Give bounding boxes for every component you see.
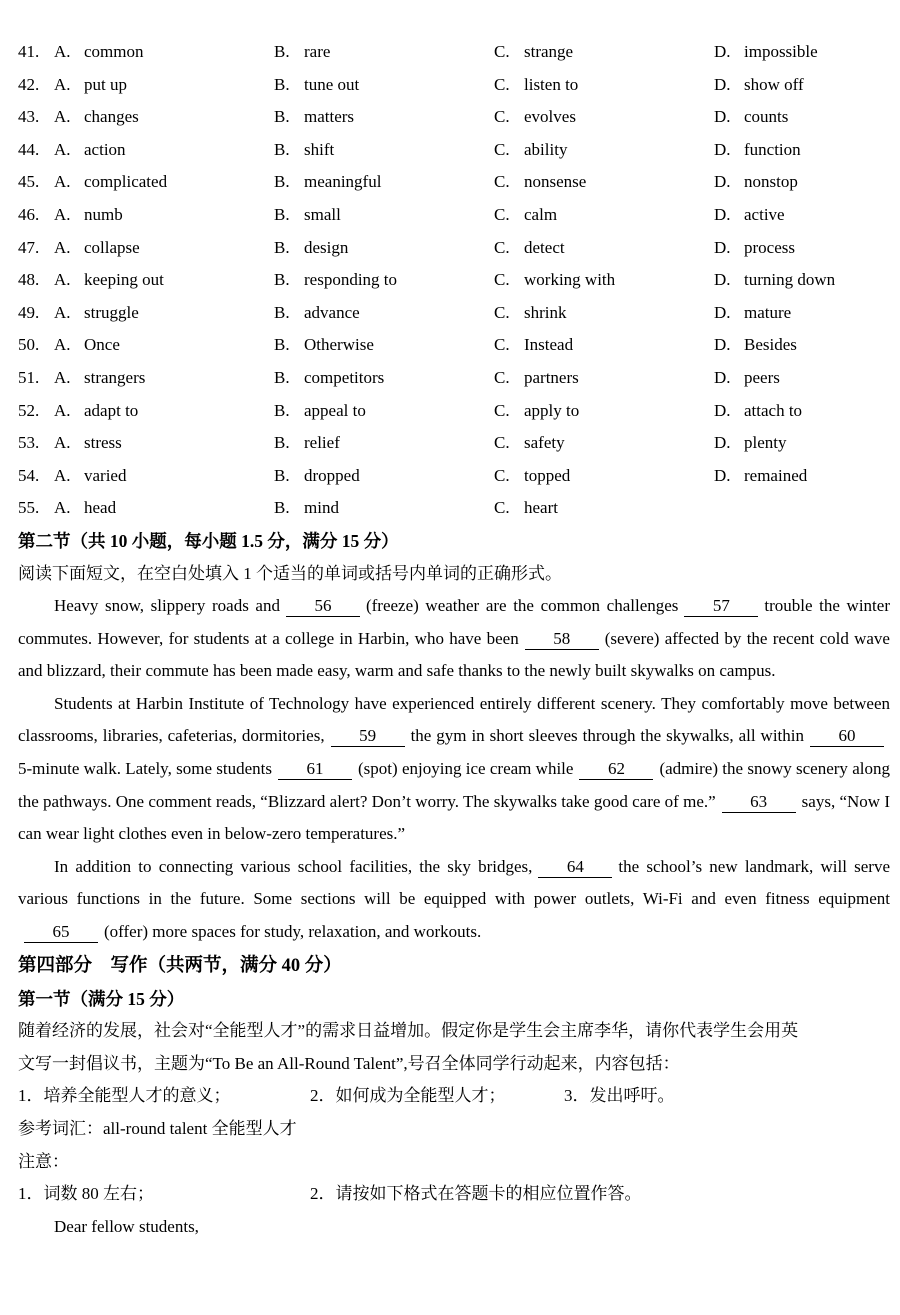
letter-salutation: Dear fellow students,	[54, 1216, 199, 1236]
option-d: D. process	[714, 237, 795, 257]
blank-65[interactable]: 65	[24, 922, 98, 943]
option-d: D. impossible	[714, 42, 818, 61]
option-c: C. listen to	[494, 74, 579, 94]
option-b: B. matters	[274, 107, 355, 127]
blank-58[interactable]: 58	[525, 629, 599, 650]
question-number: 49.	[18, 302, 40, 322]
option-b: B. Otherwise	[274, 335, 374, 355]
multiple-choice-list	[18, 36, 890, 525]
option-b: B. design	[274, 237, 349, 257]
option-b: B. mind	[274, 498, 339, 518]
blank-56[interactable]: 56	[286, 596, 360, 617]
option-a: A. struggle	[54, 302, 139, 322]
option-d: D. counts	[714, 107, 789, 127]
option-d: D. attach to	[714, 400, 803, 420]
option-b: B. tune out	[274, 74, 360, 94]
blank-61[interactable]: 61	[278, 759, 352, 780]
section2-heading: 第二节（共 10 小题，每小题 1.5 分，满分 15 分）	[18, 530, 399, 551]
question-row	[18, 460, 890, 493]
option-c: C. evolves	[494, 107, 576, 127]
option-b: B. small	[274, 204, 341, 224]
question-row	[18, 199, 890, 232]
question-number: 55.	[18, 498, 40, 518]
passage-paragraph-2: Students at Harbin Institute of Technology have experienced entirely different scenery. They comfortably move between classrooms, libraries, cafeterias, dormitories, 59 the gym in short sleeves through the skywalks, all within 605-minute walk. Lately, some students 61 (spot) enjoying ice cream while 62 (admire) the snowy scenery along the pathways. One comment reads, “Blizzard alert? Don’t worry. The skywalks take good care of me.” 63 says, “Now I can wear light clothes even in below-zero temperatures.”	[18, 693, 890, 844]
option-a: A. action	[54, 139, 126, 159]
blank-57[interactable]: 57	[684, 596, 758, 617]
note-2: 2．请按如下格式在答题卡的相应位置作答。	[310, 1184, 642, 1204]
question-number: 53.	[18, 433, 40, 453]
option-a: A. common	[54, 42, 144, 61]
option-c: C. partners	[494, 367, 579, 387]
blank-60[interactable]: 60	[810, 726, 884, 747]
option-b: B. advance	[274, 302, 360, 322]
requirement-2: 2．如何成为全能型人才；	[310, 1086, 506, 1106]
option-d: D. peers	[714, 367, 780, 387]
question-row	[18, 329, 890, 362]
option-c: C. working with	[494, 270, 616, 290]
option-d: D. nonstop	[714, 172, 798, 192]
option-c: C. ability	[494, 139, 568, 159]
question-row	[18, 297, 890, 330]
question-row	[18, 101, 890, 134]
option-b: B. competitors	[274, 367, 385, 387]
option-b: B. meaningful	[274, 172, 382, 192]
question-row	[18, 134, 890, 167]
blank-62[interactable]: 62	[579, 759, 653, 780]
option-a: A. varied	[54, 465, 127, 485]
question-number: 48.	[18, 270, 40, 290]
option-c: C. heart	[494, 498, 558, 518]
option-c: C. calm	[494, 204, 558, 224]
option-a: A. changes	[54, 107, 139, 127]
question-number: 46.	[18, 204, 40, 224]
option-d: D. show off	[714, 74, 804, 94]
option-b: B. rare	[274, 42, 331, 61]
option-a: A. numb	[54, 204, 123, 224]
question-row	[18, 166, 890, 199]
option-b: B. dropped	[274, 465, 360, 485]
option-d: D. plenty	[714, 433, 787, 453]
option-b: B. responding to	[274, 270, 398, 290]
option-a: A. stress	[54, 433, 122, 453]
question-number: 54.	[18, 465, 40, 485]
option-c: C. nonsense	[494, 172, 587, 192]
writing-requirements	[18, 1080, 890, 1113]
question-number: 50.	[18, 335, 40, 355]
question-number: 43.	[18, 107, 40, 127]
option-c: C. apply to	[494, 400, 580, 420]
question-number: 45.	[18, 172, 40, 192]
requirement-1: 1．培养全能型人才的意义；	[18, 1086, 231, 1106]
section2-instruction: 阅读下面短文，在空白处填入 1 个适当的单词或括号内单词的正确形式。	[18, 563, 562, 583]
option-d: D. active	[714, 204, 785, 224]
note-1: 1．词数 80 左右；	[18, 1184, 154, 1204]
option-b: B. relief	[274, 433, 340, 453]
option-c: C. detect	[494, 237, 565, 257]
blank-64[interactable]: 64	[538, 857, 612, 878]
note-label: 注意：	[18, 1151, 69, 1171]
option-c: C. strange	[494, 42, 574, 61]
part4-heading: 第四部分 写作（共两节，满分 40 分）	[18, 955, 342, 976]
exam-page	[18, 36, 890, 1243]
blank-63[interactable]: 63	[722, 792, 796, 813]
writing-prompt-line2: 文写一封倡议书，主题为“To Be an All-Round Talent”,号召全体同学行动起来，内容包括：	[18, 1053, 680, 1073]
question-number: 52.	[18, 400, 40, 420]
question-row	[18, 69, 890, 102]
option-a: A. keeping out	[54, 270, 164, 290]
option-c: C. topped	[494, 465, 571, 485]
option-a: A. put up	[54, 74, 127, 94]
reference-vocab: 参考词汇：all-round talent 全能型人才	[18, 1119, 297, 1138]
writing-section1-heading: 第一节（满分 15 分）	[18, 988, 185, 1009]
option-a: A. strangers	[54, 367, 146, 387]
option-c: C. safety	[494, 433, 565, 453]
option-a: A. adapt to	[54, 400, 139, 420]
option-a: A. complicated	[54, 172, 168, 192]
option-d: D. mature	[714, 302, 792, 322]
option-b: B. appeal to	[274, 400, 366, 420]
notes-row	[18, 1178, 890, 1211]
blank-59[interactable]: 59	[331, 726, 405, 747]
question-number: 51.	[18, 367, 40, 387]
question-row	[18, 362, 890, 395]
writing-prompt-line1: 随着经济的发展，社会对“全能型人才”的需求日益增加。假定你是学生会主席李华，请你代表学生会用英	[18, 1021, 799, 1041]
option-d: D. Besides	[714, 335, 797, 355]
question-row	[18, 264, 890, 297]
question-number: 47.	[18, 237, 40, 257]
question-row	[18, 492, 890, 525]
question-row	[18, 36, 890, 69]
question-number: 44.	[18, 139, 40, 159]
option-d: D. function	[714, 139, 801, 159]
option-a: A. head	[54, 498, 117, 518]
passage-paragraph-1: Heavy snow, slippery roads and 56 (freeze) weather are the common challenges 57 trouble the winter commutes. However, for students at a college in Harbin, who have been 58 (severe) affected by the recent cold wave and blizzard, their commute has been made easy, warm and safe thanks to the newly built skywalks on campus.	[18, 596, 890, 681]
question-row	[18, 427, 890, 460]
option-d: D. turning down	[714, 270, 836, 290]
option-d: D. remained	[714, 465, 808, 485]
question-number: 41.	[18, 42, 40, 61]
option-a: A. collapse	[54, 237, 140, 257]
question-number: 42.	[18, 74, 40, 94]
question-row	[18, 232, 890, 265]
option-c: C. Instead	[494, 335, 574, 355]
requirement-3: 3．发出呼吁。	[564, 1086, 675, 1106]
passage-paragraph-3: In addition to connecting various school facilities, the sky bridges, 64 the school’s new landmark, will serve various functions in the future. Some sections will be equipped with power outlets, Wi-Fi and even fitness equipment65 (offer) more spaces for study, relaxation, and workouts.	[18, 856, 890, 942]
question-row	[18, 395, 890, 428]
option-a: A. Once	[54, 335, 120, 355]
option-c: C. shrink	[494, 302, 567, 322]
option-b: B. shift	[274, 139, 335, 159]
